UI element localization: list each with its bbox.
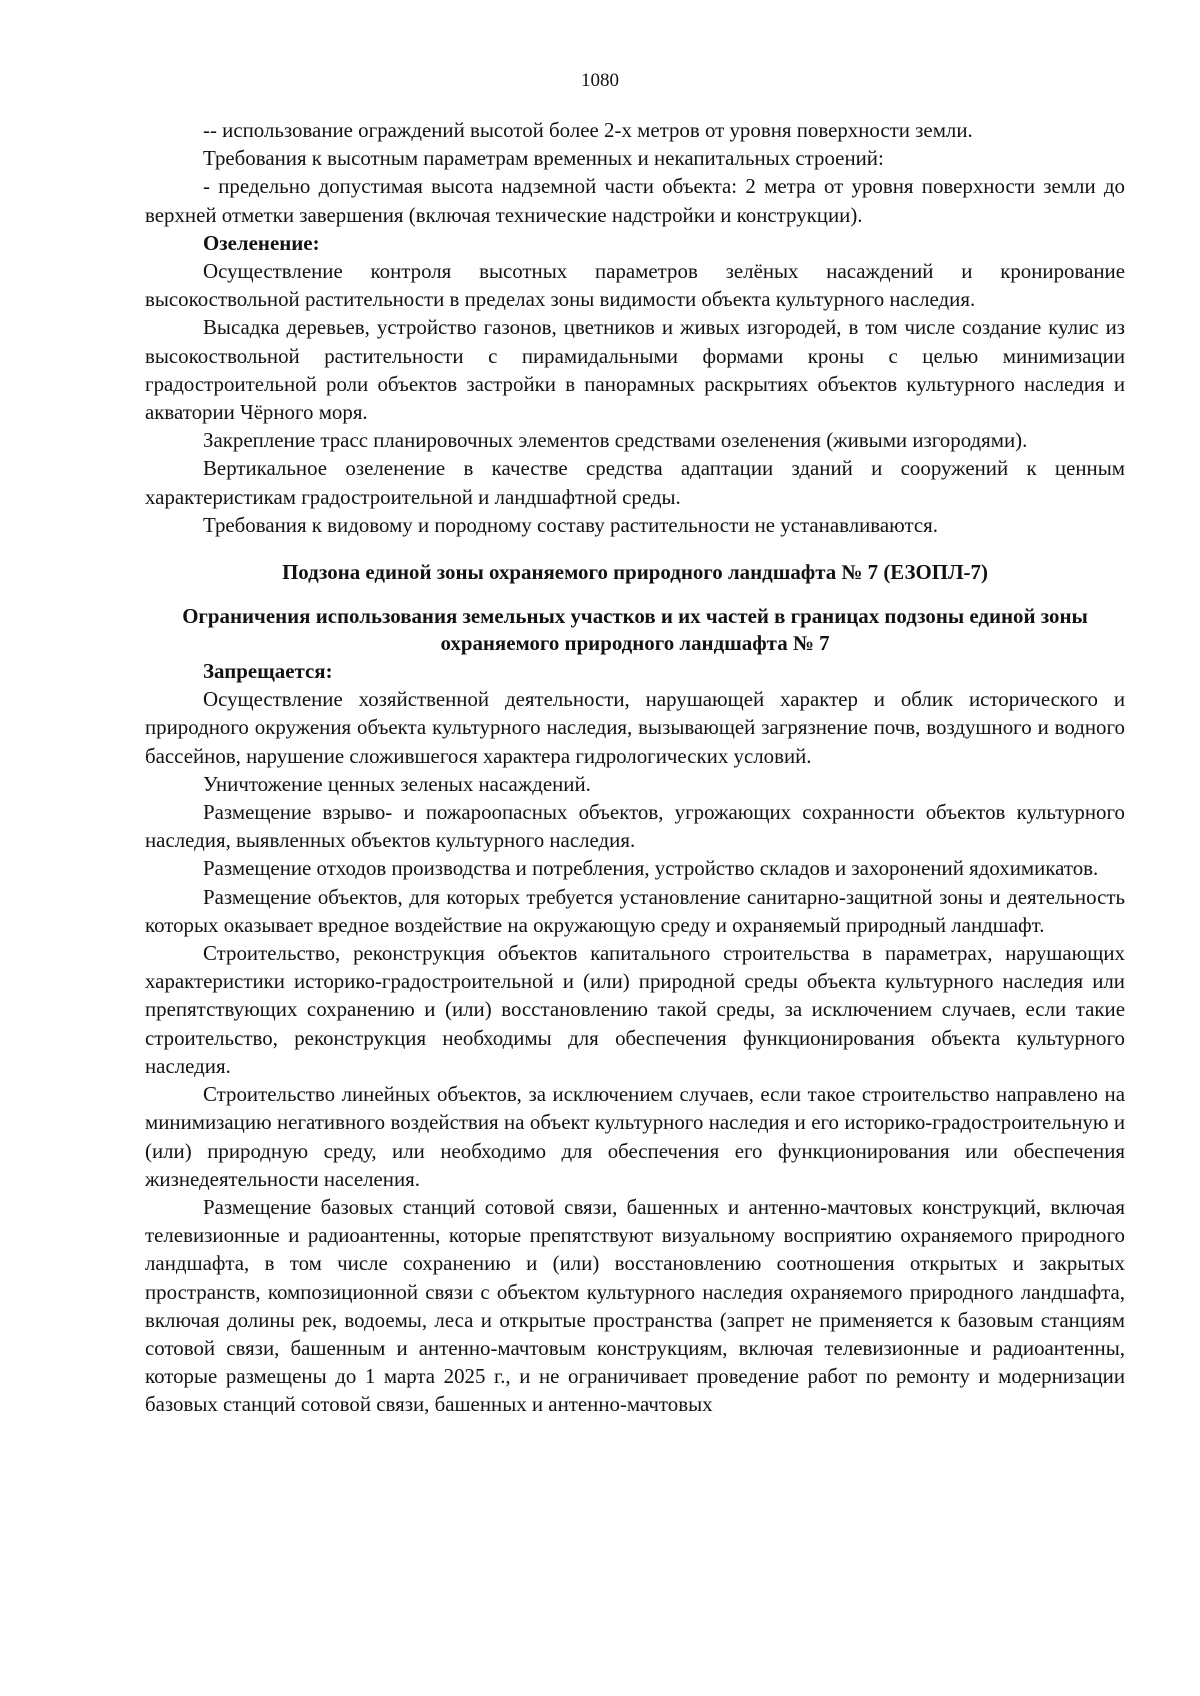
page-number: 1080 <box>581 70 619 91</box>
subheading-prohibited: Запрещается: <box>203 659 333 684</box>
paragraph-capital-construction: Строительство, реконструкция объектов капитального строительства в параметрах, нарушающих характеристики историко-градостроительной и (или) природной среды объекта культурного наследия или препятствующих сохранению и (или) восстановлению такой среды, за исключением случаев, если такие строительство, реконструкция необходимы для обеспечения функционирования объекта культурного наследия. <box>145 941 1125 1078</box>
paragraph-temporary-structures-requirements: Требования к высотным параметрам временных и некапитальных строений: <box>203 146 884 171</box>
paragraph-waste-disposal: Размещение отходов производства и потребления, устройство складов и захоронений ядохимикатов. <box>203 856 1099 881</box>
section-heading-restrictions: Ограничения использования земельных участков и их частей в границах подзоны единой зоны охраняемого природного ландшафта № 7 <box>182 604 1088 656</box>
paragraph-sanitary-zone: Размещение объектов, для которых требуется установление санитарно-защитной зоны и деятельность которых оказывает вредное воздействие на окружающую среду и охраняемый природный ландшафт. <box>145 884 1125 937</box>
paragraph-vertical-greening: Вертикальное озеленение в качестве средства адаптации зданий и сооружений к ценным характеристикам градостроительной и ландшафтной среды. <box>145 456 1125 509</box>
document-body <box>145 116 1125 1419</box>
paragraph-tree-planting: Высадка деревьев, устройство газонов, цветников и живых изгородей, в том числе создание кулис из высокоствольной растительности с пирамидальными формами кроны с целью минимизации градостроительной роли объектов застройки в панорамных раскрытиях объектов культурного наследия и акватории Чёрного моря. <box>145 315 1125 425</box>
paragraph-explosive-objects: Размещение взрыво- и пожароопасных объектов, угрожающих сохранности объектов культурного наследия, выявленных объектов культурного наследия. <box>145 800 1125 853</box>
paragraph-height-control: Осуществление контроля высотных параметров зелёных насаждений и кронирование высокоствольной растительности в пределах зоны видимости объекта культурного наследия. <box>145 259 1125 312</box>
section-heading-subzone: Подзона единой зоны охраняемого природного ландшафта № 7 (ЕЗОПЛ-7) <box>282 560 988 585</box>
paragraph-max-height: - предельно допустимая высота надземной части объекта: 2 метра от уровня поверхности земли до верхней отметки завершения (включая технические надстройки и конструкции). <box>145 174 1125 227</box>
paragraph-cellular-stations: Размещение базовых станций сотовой связи, башенных и антенно-мачтовых конструкций, включая телевизионные и радиоантенны, которые препятствуют визуальному восприятию охраняемого природного ландшафта, в том числе сохранению и (или) восстановлению соотношения открытых и закрытых пространств, композиционной связи с объектом культурного наследия охраняемого природного ландшафта, включая долины рек, водоемы, леса и открытые пространства (запрет не применяется к базовым станциям сотовой связи, башенным и антенно-мачтовым конструкциям, включая телевизионные и радиоантенны, которые размещены до 1 марта 2025 г., и не ограничивает проведение работ по ремонту и модернизации базовых станций сотовой связи, башенных и антенно-мачтовых <box>145 1194 1125 1417</box>
paragraph-hedges: Закрепление трасс планировочных элементов средствами озеленения (живыми изгородями). <box>203 428 1028 453</box>
paragraph-green-destruction: Уничтожение ценных зеленых насаждений. <box>203 771 591 796</box>
paragraph-species-requirements: Требования к видовому и породному составу растительности не устанавливаются. <box>203 512 938 537</box>
paragraph-economic-activity: Осуществление хозяйственной деятельности, нарушающей характер и облик исторического и природного окружения объекта культурного наследия, вызывающей загрязнение почв, воздушного и водного бассейнов, нарушение сложившегося характера гидрологических условий. <box>145 687 1125 768</box>
paragraph-fence-height: -- использование ограждений высотой более 2-х метров от уровня поверхности земли. <box>203 118 973 142</box>
paragraph-linear-objects: Строительство линейных объектов, за исключением случаев, если такое строительство направлено на минимизацию негативного воздействия на объект культурного наследия и его историко-градостроительную и (или) природную среду, или необходимо для обеспечения его функционирования или обеспечения жизнедеятельности населения. <box>145 1082 1125 1191</box>
subheading-landscaping: Озеленение: <box>203 230 320 255</box>
